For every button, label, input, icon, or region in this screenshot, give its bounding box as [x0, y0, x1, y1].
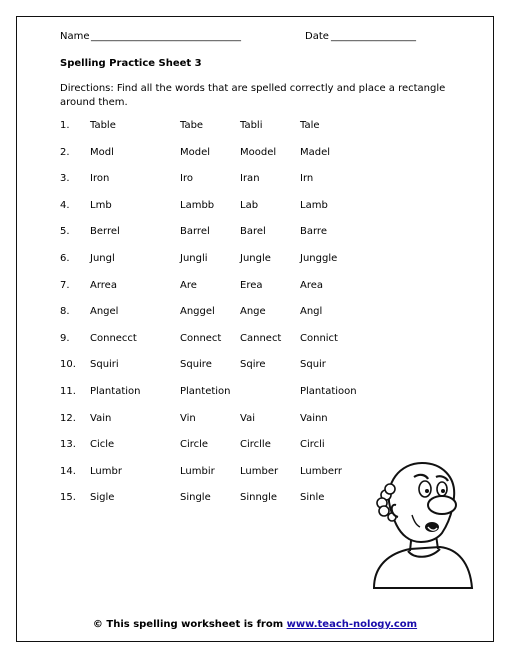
word-row: [0, 412, 510, 426]
word-option[interactable]: Erea: [240, 279, 263, 291]
word-option[interactable]: Arrea: [90, 279, 117, 291]
word-option[interactable]: Berrel: [90, 226, 120, 238]
word-row: [0, 358, 510, 372]
name-field-line: ______________________________: [91, 31, 241, 42]
word-row: [0, 279, 510, 293]
word-option[interactable]: Model: [180, 146, 211, 158]
word-row: [0, 225, 510, 239]
word-option[interactable]: Iro: [180, 173, 193, 185]
word-option[interactable]: Squiri: [90, 359, 119, 371]
word-option[interactable]: Sigle: [90, 492, 115, 504]
word-row: [0, 332, 510, 346]
word-row: [0, 438, 510, 452]
row-number: 1.: [60, 120, 70, 131]
word-option[interactable]: Plantetion: [180, 386, 231, 397]
row-number: 15.: [60, 492, 76, 504]
word-row: [0, 305, 510, 319]
word-option[interactable]: Squir: [300, 359, 326, 371]
word-option[interactable]: Plantation: [90, 386, 141, 397]
word-option[interactable]: Iron: [90, 173, 110, 185]
word-option[interactable]: Tale: [300, 120, 320, 131]
row-number: 2.: [60, 146, 70, 158]
word-option[interactable]: Junggle: [300, 253, 338, 264]
name-label: Name: [60, 31, 90, 42]
word-option[interactable]: Madel: [300, 146, 331, 158]
word-option[interactable]: Lmb: [90, 199, 112, 211]
word-option[interactable]: Vai: [240, 412, 255, 424]
word-option[interactable]: Vin: [180, 412, 196, 424]
word-option[interactable]: Angel: [90, 306, 119, 318]
row-number: 4.: [60, 199, 70, 211]
page-title: Spelling Practice Sheet 3: [60, 58, 202, 69]
word-option[interactable]: Modl: [90, 146, 114, 158]
word-option[interactable]: Barrel: [180, 226, 210, 238]
word-option[interactable]: Area: [300, 279, 324, 291]
word-option[interactable]: Jungl: [90, 253, 115, 264]
word-option[interactable]: Connecct: [90, 332, 137, 344]
row-number: 3.: [60, 173, 70, 185]
word-option[interactable]: Table: [90, 120, 116, 131]
word-option[interactable]: Jungli: [180, 253, 208, 264]
word-option[interactable]: Barre: [300, 226, 327, 238]
word-option[interactable]: Lab: [240, 199, 259, 211]
word-option[interactable]: Circlle: [240, 439, 271, 451]
word-option[interactable]: Plantatioon: [300, 386, 357, 397]
footer-link[interactable]: www.teach-nology.com: [286, 619, 418, 630]
row-number: 6.: [60, 253, 70, 264]
word-option[interactable]: Lumberr: [300, 465, 343, 477]
row-number: 7.: [60, 279, 70, 291]
cartoon-man-illustration: [370, 455, 474, 591]
word-option[interactable]: Sinle: [300, 492, 325, 504]
row-number: 5.: [60, 226, 70, 238]
row-number: 11.: [60, 386, 76, 397]
word-option[interactable]: Tabe: [180, 120, 204, 131]
word-option[interactable]: Vainn: [300, 412, 328, 424]
word-row: [0, 119, 510, 133]
word-option[interactable]: Squire: [180, 359, 212, 371]
word-option[interactable]: Cannect: [240, 332, 282, 344]
row-number: 9.: [60, 332, 70, 344]
word-option[interactable]: Irn: [300, 173, 314, 185]
word-option[interactable]: Lamb: [300, 199, 328, 211]
word-option[interactable]: Lambb: [180, 199, 215, 211]
word-option[interactable]: Connect: [180, 332, 222, 344]
footer-credit: [0, 619, 510, 631]
word-row: [0, 385, 510, 399]
word-option[interactable]: Circli: [300, 439, 325, 451]
row-number: 12.: [60, 412, 76, 424]
word-option[interactable]: Sinngle: [240, 492, 278, 504]
date-field-line: _________________: [331, 31, 416, 42]
word-option[interactable]: Moodel: [240, 146, 277, 158]
date-label: Date: [305, 31, 329, 42]
word-option[interactable]: Iran: [240, 173, 260, 185]
word-row: [0, 146, 510, 160]
word-option[interactable]: Are: [180, 279, 197, 291]
word-option[interactable]: Anggel: [180, 306, 215, 318]
word-option[interactable]: Circle: [180, 439, 209, 451]
word-row: [0, 172, 510, 186]
word-option[interactable]: Lumber: [240, 465, 279, 477]
word-option[interactable]: Connict: [300, 332, 338, 344]
footer-prefix: © This spelling worksheet is from: [92, 619, 287, 630]
word-option[interactable]: Cicle: [90, 439, 115, 451]
row-number: 14.: [60, 465, 76, 477]
word-option[interactable]: Lumbir: [180, 465, 215, 477]
word-option[interactable]: Jungle: [240, 253, 271, 264]
word-option[interactable]: Lumbr: [90, 465, 122, 477]
word-option[interactable]: Tabli: [240, 120, 263, 131]
word-option[interactable]: Ange: [240, 306, 266, 318]
row-number: 10.: [60, 359, 76, 371]
word-option[interactable]: Vain: [90, 412, 112, 424]
word-option[interactable]: Barel: [240, 226, 266, 238]
row-number: 8.: [60, 306, 70, 318]
word-option[interactable]: Sqire: [240, 359, 266, 371]
word-row: [0, 199, 510, 213]
row-number: 13.: [60, 439, 76, 451]
word-option[interactable]: Single: [180, 492, 211, 504]
word-row: [0, 252, 510, 266]
directions-text: Directions: Find all the words that are spelled correctly and place a rectangle around them.: [60, 83, 446, 108]
word-option[interactable]: Angl: [300, 306, 323, 318]
